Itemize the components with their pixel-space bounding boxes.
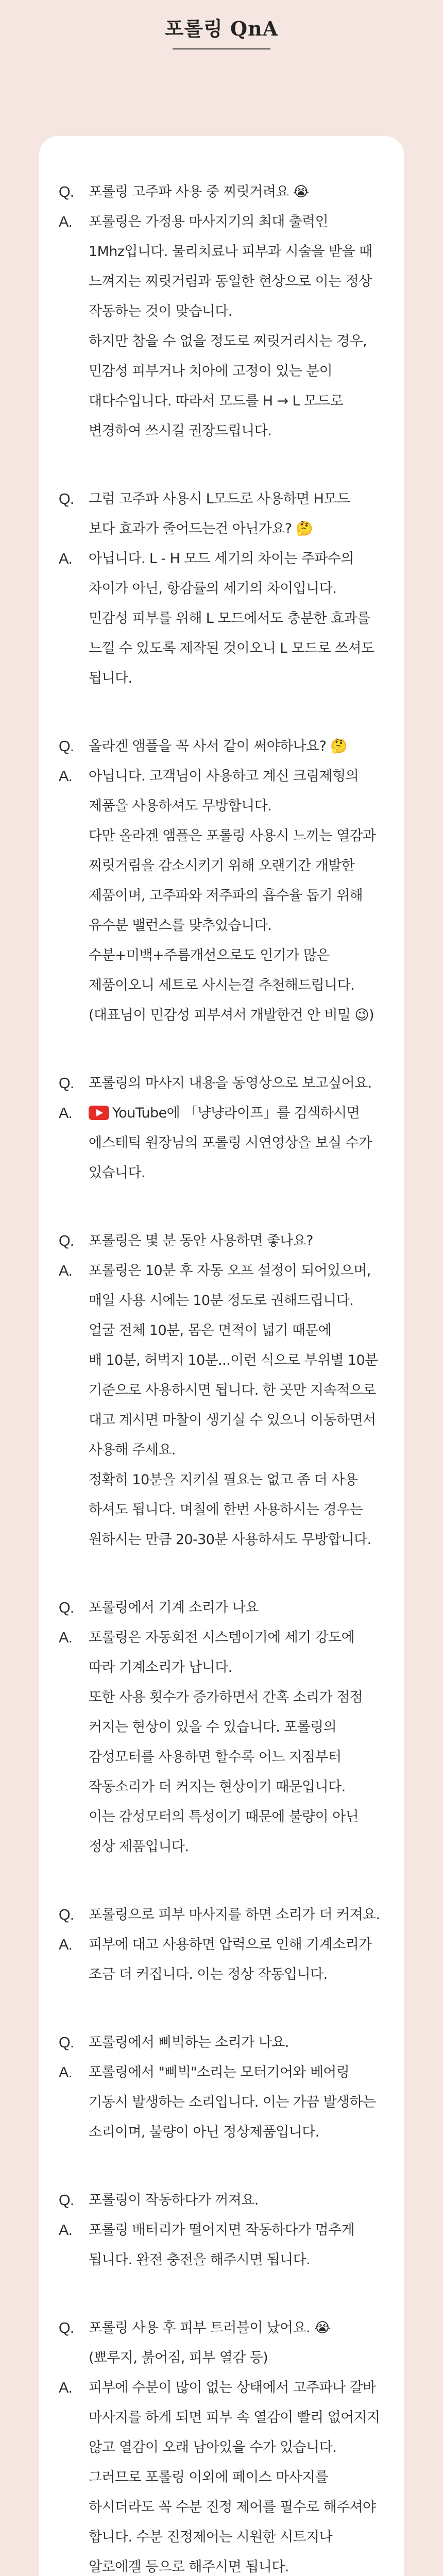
question-line: 포롤링 사용 후 피부 트러블이 났어요. 😭 [89, 2320, 331, 2336]
question-text [89, 2185, 384, 2215]
question-line: 그럼 고주파 사용시 L모드로 사용하면 H모드 [89, 491, 350, 507]
answer-line: 커지는 현상이 있을 수 있습니다. 포롤링의 [89, 1719, 337, 1735]
question-text [89, 1226, 384, 1256]
question-mark: Q. [59, 491, 74, 507]
answer-mark: A. [59, 1630, 73, 1646]
qna-card [39, 136, 404, 2576]
qa-item [59, 732, 384, 1030]
question-line: 올라겐 앰플을 꼭 사서 같이 써야하나요? 🤔 [89, 738, 348, 754]
answer-row [59, 2373, 384, 2576]
answer-line: 하지만 참을 수 없을 정도로 찌릿거리시는 경우, [89, 333, 367, 349]
qa-item [59, 2028, 384, 2147]
answer-text [89, 2373, 384, 2576]
title-underline [173, 48, 270, 49]
answer-line-text: YouTube에 「냥냥라이프」를 검색하시면 [112, 1105, 360, 1121]
answer-mark: A. [59, 1105, 73, 1122]
answer-text [89, 1930, 384, 1990]
answer-line: 사용해 주세요. [89, 1442, 176, 1458]
answer-text [89, 1623, 384, 1862]
qa-item [59, 177, 384, 446]
answer-text [89, 207, 384, 446]
answer-line: 아닙니다. 고객님이 사용하고 계신 크림제형의 [89, 768, 359, 784]
answer-line: 또한 사용 횟수가 증가하면서 간혹 소리가 점점 [89, 1689, 363, 1705]
answer-mark: A. [59, 768, 73, 785]
answer-row [59, 207, 384, 446]
answer-line: 소리이며, 불량이 아닌 정상제품입니다. [89, 2124, 319, 2140]
answer-line: 않고 열감이 오래 남아있을 수가 있습니다. [89, 2439, 337, 2455]
question-text [89, 1069, 384, 1098]
answer-line: 감성모터를 사용하면 할수록 어느 지점부터 [89, 1749, 342, 1765]
answer-line: 매일 사용 시에는 10분 정도로 권해드립니다. [89, 1293, 354, 1309]
answer-line: 포롤링은 가정용 마사지기의 최대 출력인 [89, 214, 329, 230]
question-mark: Q. [59, 2035, 74, 2051]
question-text [89, 1900, 384, 1930]
question-mark: Q. [59, 184, 74, 200]
qa-item [59, 1900, 384, 1990]
question-mark: Q. [59, 1600, 74, 1616]
answer-line: 얼굴 전체 10분, 몸은 면적이 넓기 때문에 [89, 1323, 332, 1338]
answer-row [59, 2058, 384, 2147]
answer-line: 기동시 발생하는 소리입니다. 이는 가끔 발생하는 [89, 2094, 376, 2110]
answer-line: 있습니다. [89, 1165, 145, 1181]
qa-item [59, 1069, 384, 1188]
answer-mark: A. [59, 551, 73, 567]
question-row [59, 1069, 384, 1098]
answer-line: 피부에 대고 사용하면 압력으로 인해 기계소리가 [89, 1937, 372, 1953]
answer-mark: A. [59, 1937, 73, 1953]
answer-text [89, 1256, 384, 1555]
answer-row [59, 544, 384, 693]
question-line: 포롤링은 몇 분 동안 사용하면 좋나요? [89, 1233, 313, 1249]
page-header [0, 0, 443, 62]
question-line: (뾰루지, 붉어짐, 피부 열감 등) [89, 2350, 268, 2366]
answer-text [89, 544, 384, 693]
question-line: 보다 효과가 줄어드는건 아닌가요? 🤔 [89, 521, 313, 537]
answer-line: 작동소리가 더 커지는 현상이기 때문입니다. [89, 1779, 346, 1795]
answer-line: 대다수입니다. 따라서 모드를 H → L 모드로 [89, 393, 344, 409]
answer-line: 유수분 밸런스를 맞추었습니다. [89, 918, 272, 934]
question-line: 포롤링으로 피부 마사지를 하면 소리가 더 커져요. [89, 1907, 380, 1923]
answer-row [59, 1930, 384, 1990]
answer-line: 수분+미백+주름개선으로도 인기가 많은 [89, 947, 330, 963]
question-row [59, 2313, 384, 2373]
question-row [59, 484, 384, 544]
qa-item [59, 2185, 384, 2275]
question-text [89, 1593, 384, 1623]
answer-text [89, 761, 384, 1030]
answer-line: 포롤링은 10분 후 자동 오프 설정이 되어있으며, [89, 1263, 371, 1279]
question-row [59, 2028, 384, 2058]
answer-mark: A. [59, 1263, 73, 1279]
question-text [89, 177, 384, 207]
answer-line: 아닙니다. L - H 모드 세기의 차이는 주파수의 [89, 551, 354, 567]
answer-line: 제품을 사용하셔도 무방합니다. [89, 798, 272, 814]
question-mark: Q. [59, 2192, 74, 2209]
answer-line: 느낄 수 있도록 제작된 것이오니 L 모드로 쓰셔도 [89, 640, 374, 656]
answer-line: 느껴지는 찌릿거림과 동일한 현상으로 이는 정상 [89, 274, 372, 290]
answer-line: 하시더라도 꼭 수분 진정 제어를 필수로 해주셔야 [89, 2499, 376, 2515]
answer-line: 배 10분, 허벅지 10분...이런 식으로 부위별 10분 [89, 1352, 378, 1368]
question-row [59, 1226, 384, 1256]
answer-text [89, 1098, 384, 1188]
answer-line: 정상 제품입니다. [89, 1839, 189, 1855]
answer-line: 하셔도 됩니다. 며칠에 한번 사용하시는 경우는 [89, 1502, 363, 1518]
qa-item [59, 1593, 384, 1862]
answer-line: 찌릿거림을 감소시키기 위해 오랜기간 개발한 [89, 858, 355, 874]
answer-line: 따라 기계소리가 납니다. [89, 1659, 232, 1675]
answer-row [59, 1256, 384, 1555]
answer-line: 포롤링은 자동회전 시스템이기에 세기 강도에 [89, 1630, 355, 1646]
youtube-icon [89, 1106, 109, 1120]
answer-line: 피부에 수분이 많이 없는 상태에서 고주파나 갈바 [89, 2380, 376, 2396]
answer-line: 다만 올라겐 앰플은 포롤링 사용시 느끼는 열감과 [89, 828, 376, 844]
answer-line: 작동하는 것이 맞습니다. [89, 303, 232, 319]
answer-line: 됩니다. 완전 충전을 해주시면 됩니다. [89, 2252, 311, 2268]
answer-line: 차이가 아닌, 항감률의 세기의 차이입니다. [89, 581, 337, 597]
answer-line: (대표님이 민감성 피부셔서 개발한건 안 비밀 😉) [89, 1007, 374, 1023]
answer-line: 1Mhz입니다. 물리치료나 피부과 시술을 받을 때 [89, 244, 372, 260]
question-row [59, 2185, 384, 2215]
answer-text [89, 2215, 384, 2275]
answer-line: 민감성 피부를 위해 L 모드에서도 충분한 효과를 [89, 611, 370, 626]
answer-line: 변경하여 쓰시길 권장드립니다. [89, 423, 272, 439]
answer-row [59, 761, 384, 1030]
question-mark: Q. [59, 1907, 74, 1923]
answer-line: 이는 감성모터의 특성이기 때문에 불량이 아닌 [89, 1809, 359, 1825]
answer-mark: A. [59, 2222, 73, 2239]
answer-line: 원하시는 만큼 20-30분 사용하셔도 무방합니다. [89, 1532, 371, 1548]
answer-row [59, 1623, 384, 1862]
answer-line: 기준으로 사용하시면 됩니다. 한 곳만 지속적으로 [89, 1382, 376, 1398]
answer-line: 제품이오니 세트로 사시는걸 추천해드립니다. [89, 977, 355, 993]
answer-mark: A. [59, 214, 73, 230]
question-mark: Q. [59, 1233, 74, 1249]
qa-item [59, 1226, 384, 1555]
answer-line: 알로에겔 등으로 해주시면 됩니다. [89, 2559, 289, 2575]
answer-line: 조금 더 커집니다. 이는 정상 작동입니다. [89, 1967, 328, 1982]
answer-line: 포롤링 배터리가 떨어지면 작동하다가 멈추게 [89, 2222, 355, 2238]
answer-mark: A. [59, 2064, 73, 2081]
answer-line: 대고 계시면 마찰이 생기실 수 있으니 이동하면서 [89, 1412, 376, 1428]
question-text [89, 484, 384, 544]
page-title: 포롤링 QnA [164, 16, 279, 40]
question-row [59, 1900, 384, 1930]
question-line: 포롤링의 마사지 내용을 동영상으로 보고싶어요. [89, 1075, 372, 1091]
question-mark: Q. [59, 2320, 74, 2336]
question-text [89, 732, 384, 761]
question-line: 포롤링에서 기계 소리가 나요 [89, 1600, 259, 1616]
answer-mark: A. [59, 2380, 73, 2396]
answer-row [59, 1098, 384, 1188]
answer-row [59, 2215, 384, 2275]
answer-line: 됩니다. [89, 670, 132, 686]
question-mark: Q. [59, 738, 74, 755]
answer-text [89, 2058, 384, 2147]
question-text [89, 2028, 384, 2058]
answer-line: 포롤링에서 "삐빅"소리는 모터기어와 베어링 [89, 2064, 350, 2080]
answer-line: 에스테틱 원장님의 포롤링 시연영상을 보실 수가 [89, 1135, 372, 1151]
answer-line: 제품이며, 고주파와 저주파의 흡수율 돕기 위해 [89, 888, 363, 904]
answer-line: 민감성 피부거나 치아에 고정이 있는 분이 [89, 363, 333, 379]
question-row [59, 177, 384, 207]
qa-item [59, 2313, 384, 2576]
question-line: 포롤링에서 삐빅하는 소리가 나요. [89, 2035, 289, 2050]
qa-item [59, 484, 384, 693]
question-line: 포롤링이 작동하다가 꺼져요. [89, 2192, 259, 2208]
answer-line: 그러므로 포롤링 이외에 페이스 마사지를 [89, 2469, 329, 2485]
question-row [59, 1593, 384, 1623]
answer-line [89, 1098, 384, 1128]
question-text [89, 2313, 384, 2373]
question-mark: Q. [59, 1075, 74, 1092]
question-line: 포롤링 고주파 사용 중 찌릿거려요 😭 [89, 184, 309, 200]
question-row [59, 732, 384, 761]
answer-line: 정확히 10분을 지키실 필요는 없고 좀 더 사용 [89, 1472, 358, 1488]
answer-line: 합니다. 수분 진정제어는 시원한 시트지나 [89, 2529, 333, 2545]
answer-line: 마사지를 하게 되면 피부 속 열감이 빨리 없어지지 [89, 2410, 380, 2426]
